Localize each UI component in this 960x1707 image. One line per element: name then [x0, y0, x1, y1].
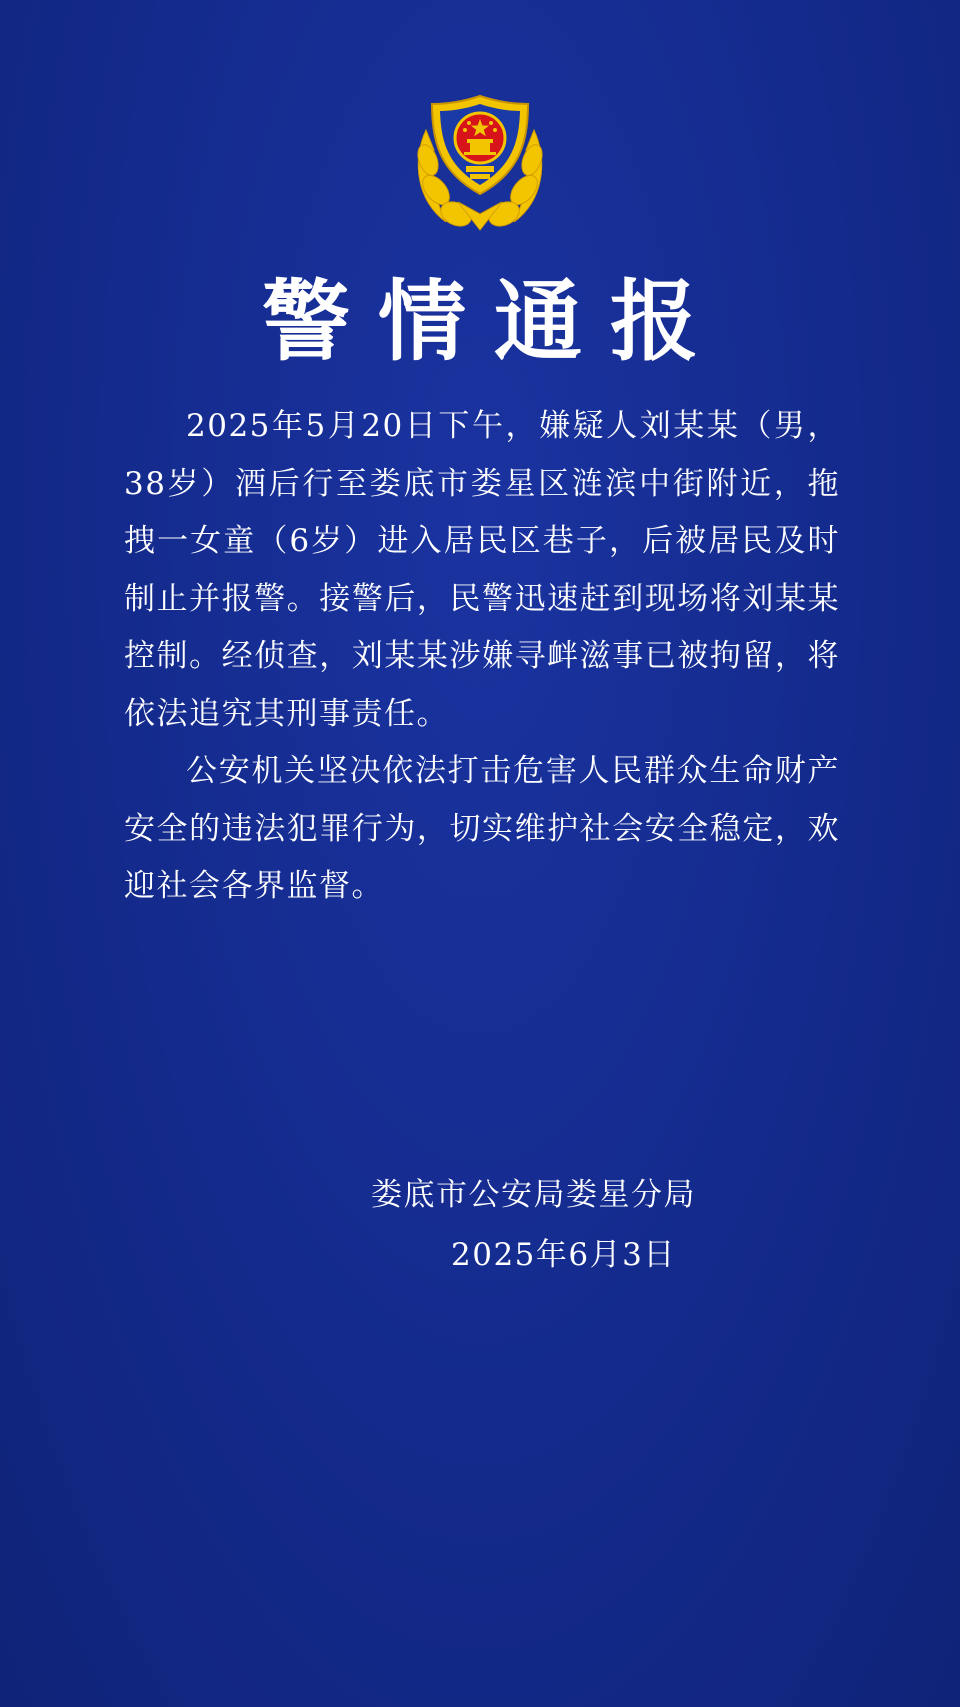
notice-paragraph-2: 公安机关坚决依法打击危害人民群众生命财产安全的违法犯罪行为，切实维护社会安全稳定，欢迎社会各界监督。	[124, 753, 840, 904]
issue-date: 2025年6月3日	[451, 1237, 676, 1273]
notice-body	[124, 398, 840, 916]
notice-title: 警情通报	[261, 270, 726, 373]
issuer-name: 娄底市公安局娄星分局	[371, 1177, 696, 1213]
signature-block	[340, 1165, 760, 1285]
police-emblem-icon	[406, 90, 554, 238]
notice-paragraph-1: 2025年5月20日下午，嫌疑人刘某某（男，38岁）酒后行至娄底市娄星区涟滨中街附近，拖拽一女童（6岁）进入居民区巷子，后被居民及时制止并报警。接警后，民警迅速赶到现场将刘某某控制。经侦查，刘某某涉嫌寻衅滋事已被拘留，将依法追究其刑事责任。	[124, 408, 840, 732]
